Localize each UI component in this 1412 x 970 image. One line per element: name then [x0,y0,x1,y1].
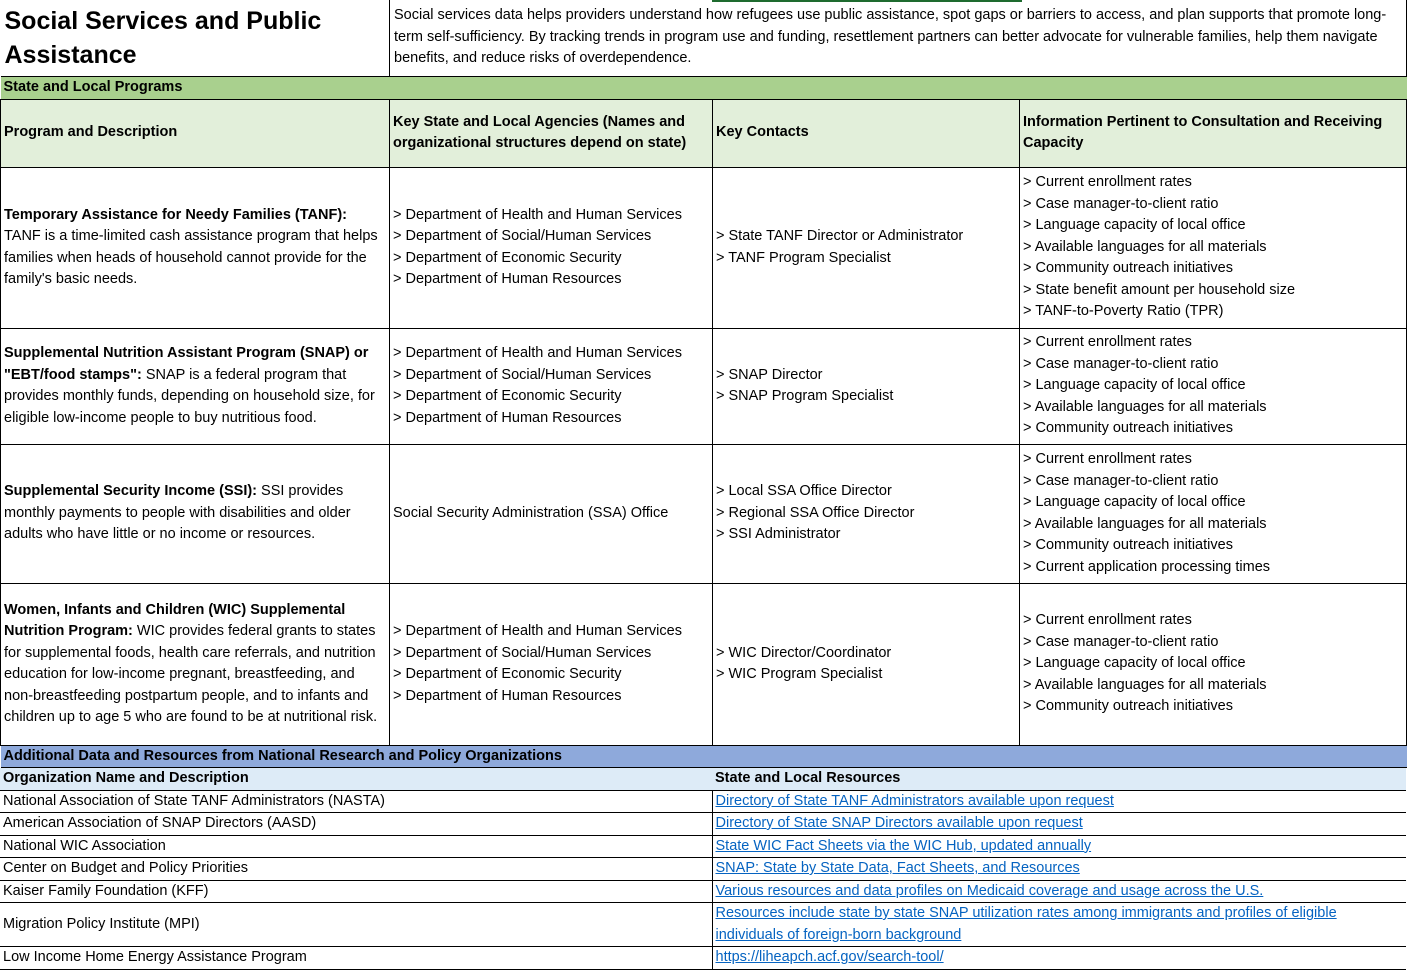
resource-row [0,858,1406,881]
program-name: Supplemental Nutrition Assistant Program (SNAP) or "EBT/food stamps": [4,345,369,383]
resource-row [0,947,1406,970]
col-header-contacts[interactable]: Key Contacts [713,99,1020,167]
organization-name[interactable]: Migration Policy Institute (MPI) [0,903,712,947]
resource-row [0,790,1406,813]
info-item: > Language capacity of local office [1023,217,1246,234]
agency-item: > Department of Social/Human Services [393,228,652,244]
info-item: > Language capacity of local office [1023,655,1246,672]
contact-cell[interactable] [713,167,1020,328]
program-cell[interactable] [1,444,390,583]
resource-cell[interactable] [712,813,1406,836]
info-item: > Current enrollment rates [1023,334,1192,351]
agency-cell[interactable] [390,167,713,328]
resource-row [0,880,1406,903]
organization-name[interactable]: Low Income Home Energy Assistance Program [0,947,712,970]
program-name: Supplemental Security Income (SSI): [4,483,257,500]
program-row [1,167,1407,328]
col-header-agencies[interactable]: Key State and Local Agencies (Names and organizational structures depend on state) [390,99,713,167]
resource-cell[interactable] [712,903,1406,947]
program-description: SSI provides monthly payments to people with disabilities and older adults who have little or no income or resources. [4,483,351,543]
program-row [1,444,1407,583]
resource-cell[interactable] [712,947,1406,970]
agency-item: > Department of Health and Human Services [393,623,682,639]
resource-cell[interactable] [712,880,1406,903]
agency-item: > Department of Human Resources [393,271,622,287]
info-item: > Available languages for all materials [1023,398,1267,415]
contact-item: > Local SSA Office Director [716,483,892,500]
contact-item: > SSI Administrator [716,526,841,543]
info-item: > Language capacity of local office [1023,494,1246,510]
info-item: > Case manager-to-client ratio [1023,195,1219,212]
contact-cell[interactable] [713,444,1020,583]
program-cell[interactable] [1,328,390,444]
state-section-band-row [1,77,1407,100]
info-item: > TANF-to-Poverty Ratio (TPR) [1023,303,1224,320]
info-item: > Case manager-to-client ratio [1023,355,1219,372]
resource-link[interactable]: https://liheapch.acf.gov/search-tool/ [715,949,944,965]
state-header-row [1,99,1407,167]
resources-header-row [0,768,1406,790]
contact-item: > TANF Program Specialist [716,249,891,266]
info-cell[interactable] [1020,583,1407,745]
contact-item: > Regional SSA Office Director [716,504,915,521]
col-header-organization[interactable]: Organization Name and Description [0,768,712,790]
contact-item: > State TANF Director or Administrator [716,228,964,244]
page-title: Social Services and Public Assistance [4,7,322,69]
contact-item: > SNAP Program Specialist [716,388,894,404]
resource-link[interactable]: Resources include state by state SNAP utilization rates among immigrants and profiles of eligible individuals of foreign-born background [715,905,1337,943]
program-description: SNAP is a federal program that provides monthly funds, depending on household size, for eligible low-income people to buy nutritious food. [4,366,375,426]
organization-name[interactable]: Center on Budget and Policy Priorities [0,858,712,881]
agency-item: Social Security Administration (SSA) Office [393,504,669,521]
state-section-band[interactable]: State and Local Programs [1,77,1407,100]
contact-cell[interactable] [713,328,1020,444]
program-description: TANF is a time-limited cash assistance program that helps families when heads of household cannot provide for the family's basic needs. [4,228,378,287]
page-description: Social services data helps providers understand how refugees use public assistance, spot gaps or barriers to access, and plan supports that promote long-term self-sufficiency. By tracking trends in program use and funding, resettlement partners can better advocate for vulnerable families, help them navigate benefits, and reduce risks of overdependence. [390,0,1407,77]
resource-cell[interactable] [712,790,1406,813]
info-item: > Current enrollment rates [1023,451,1192,467]
col-header-info[interactable]: Information Pertinent to Consultation and Receiving Capacity [1020,99,1407,167]
agency-item: > Department of Economic Security [393,249,622,266]
resource-rows [0,790,1406,969]
program-rows [1,167,1407,745]
program-cell[interactable] [1,583,390,745]
info-item: > Case manager-to-client ratio [1023,472,1219,489]
resource-cell[interactable] [712,835,1406,858]
resources-section-band-row [1,745,1407,768]
organization-name[interactable]: National WIC Association [0,835,712,858]
info-cell[interactable] [1020,328,1407,444]
info-item: > Case manager-to-client ratio [1023,633,1219,650]
agency-cell[interactable] [390,583,713,745]
info-item: > Current enrollment rates [1023,174,1192,191]
info-item: > State benefit amount per household size [1023,281,1296,298]
resource-link[interactable]: SNAP: State by State Data, Fact Sheets, and Resources [715,860,1080,876]
organization-name[interactable]: National Association of State TANF Administrators (NASTA) [0,790,712,813]
agency-cell[interactable] [390,444,713,583]
organization-name[interactable]: Kaiser Family Foundation (KFF) [0,880,712,903]
program-description: WIC provides federal grants to states for supplemental foods, health care referrals, and nutrition education for low-income pregnant, breastfeeding, and non-breastfeeding postpartum people, and to infants and children up to age 5 who are found to be at nutritional risk. [4,623,378,725]
resource-link[interactable]: Various resources and data profiles on Medicaid coverage and usage across the U.S. [715,882,1264,899]
agency-item: > Department of Health and Human Services [393,345,682,361]
agency-item: > Department of Economic Security [393,666,622,682]
agency-item: > Department of Economic Security [393,388,622,404]
resources-table [0,768,1406,970]
info-cell[interactable] [1020,444,1407,583]
resource-row [0,903,1406,947]
organization-name[interactable]: American Association of SNAP Directors (AASD) [0,813,712,836]
contact-item: > WIC Director/Coordinator [716,644,892,661]
info-item: > Community outreach initiatives [1023,537,1233,553]
title-row [1,0,1407,77]
agency-item: > Department of Social/Human Services [393,366,652,383]
agency-item: > Department of Human Resources [393,687,622,704]
col-header-resources[interactable]: State and Local Resources [712,768,1406,790]
resource-row [0,835,1406,858]
info-item: > Available languages for all materials [1023,238,1267,255]
agency-item: > Department of Human Resources [393,409,622,426]
info-cell[interactable] [1020,167,1407,328]
program-row [1,583,1407,745]
resource-link[interactable]: Directory of State TANF Administrators available upon request [715,792,1114,809]
resource-cell[interactable] [712,858,1406,881]
agency-item: > Department of Social/Human Services [393,644,652,661]
program-cell[interactable] [1,167,390,328]
info-item: > Current enrollment rates [1023,612,1192,629]
info-item: > Community outreach initiatives [1023,698,1233,715]
program-row [1,328,1407,444]
contact-item: > WIC Program Specialist [716,666,883,682]
program-name: Women, Infants and Children (WIC) Supplemental Nutrition Program: [4,601,346,639]
info-item: > Community outreach initiatives [1023,420,1233,437]
contact-item: > SNAP Director [716,366,823,383]
program-name: Temporary Assistance for Needy Families (TANF): [4,206,347,223]
resource-link[interactable]: Directory of State SNAP Directors available upon request [715,815,1083,831]
info-item: > Language capacity of local office [1023,377,1246,394]
resource-link[interactable]: State WIC Fact Sheets via the WIC Hub, updated annually [715,837,1092,854]
contact-cell[interactable] [713,583,1020,745]
resources-section-band[interactable]: Additional Data and Resources from National Research and Policy Organizations [1,745,1407,768]
resource-row [0,813,1406,836]
col-header-program[interactable]: Program and Description [1,99,390,167]
agency-item: > Department of Health and Human Services [393,206,682,223]
agency-cell[interactable] [390,328,713,444]
info-item: > Available languages for all materials [1023,676,1267,693]
info-item: > Community outreach initiatives [1023,260,1233,277]
info-item: > Available languages for all materials [1023,515,1267,532]
info-item: > Current application processing times [1023,558,1271,575]
